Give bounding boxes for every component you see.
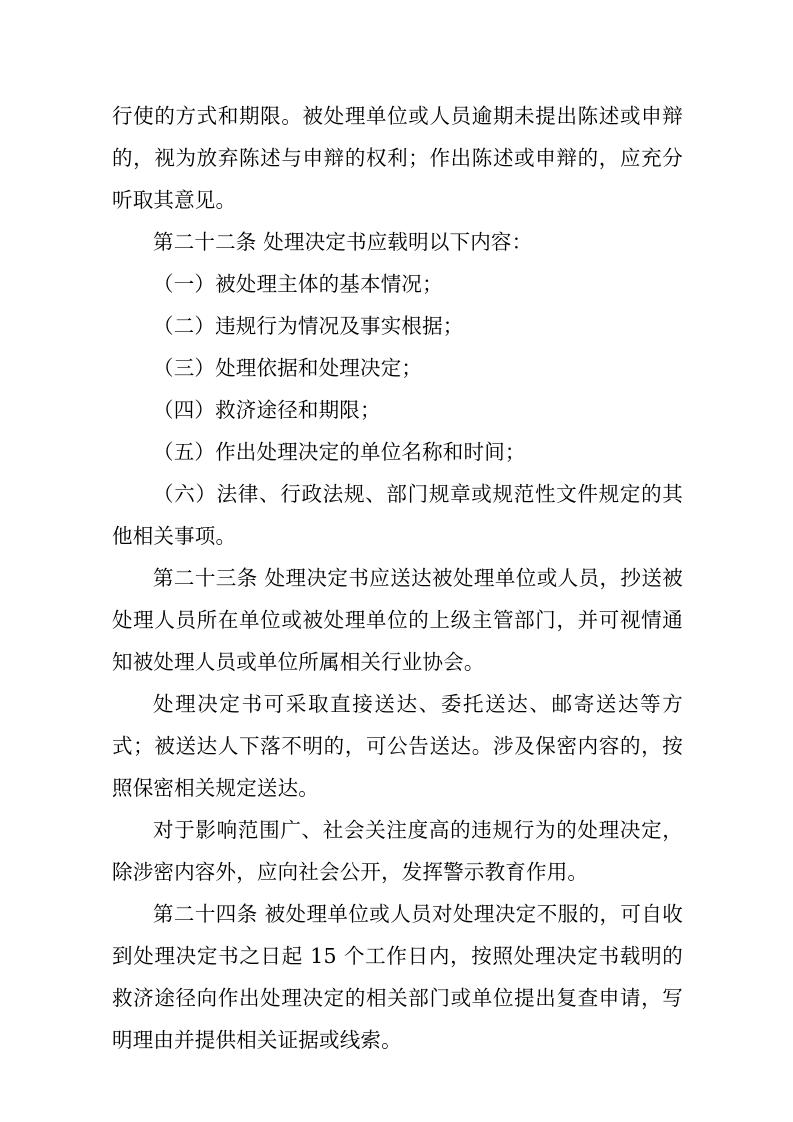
paragraph-item-5: （五）作出处理决定的单位名称和时间； bbox=[153, 440, 526, 464]
paragraph-public-disclosure: 对于影响范围广、社会关注度高的违规行为的处理决定，除涉密内容外，应向社会公开，发挥警示教育作用。 bbox=[112, 818, 683, 884]
paragraph-item-3: （三）处理依据和处理决定； bbox=[153, 356, 423, 380]
paragraph-item-2: （二）违规行为情况及事实根据； bbox=[153, 314, 464, 338]
paragraph-continuation: 行使的方式和期限。被处理单位或人员逾期未提出陈述或申辩的，视为放弃陈述与申辩的权利；作出陈述或申辩的，应充分听取其意见。 bbox=[112, 104, 683, 212]
paragraph-article-24: 第二十四条 被处理单位或人员对处理决定不服的，可自收到处理决定书之日起 15 个工作日内，按照处理决定书载明的救济途径向作出处理决定的相关部门或单位提出复查申请，写明理由并提供相关证据或线索。 bbox=[112, 902, 683, 1052]
paragraph-delivery-methods: 处理决定书可采取直接送达、委托送达、邮寄送达等方式；被送达人下落不明的，可公告送达。涉及保密内容的，按照保密相关规定送达。 bbox=[112, 692, 683, 800]
paragraph-item-6: （六）法律、行政法规、部门规章或规范性文件规定的其他相关事项。 bbox=[112, 482, 683, 548]
paragraph-article-22: 第二十二条 处理决定书应载明以下内容： bbox=[153, 230, 533, 254]
paragraph-article-23: 第二十三条 处理决定书应送达被处理单位或人员，抄送被处理人员所在单位或被处理单位的上级主管部门，并可视情通知被处理人员或单位所属相关行业协会。 bbox=[112, 566, 683, 674]
document-body bbox=[112, 95, 683, 1061]
paragraph-item-4: （四）救济途径和期限； bbox=[153, 398, 381, 422]
paragraph-item-1: （一）被处理主体的基本情况； bbox=[153, 272, 443, 296]
